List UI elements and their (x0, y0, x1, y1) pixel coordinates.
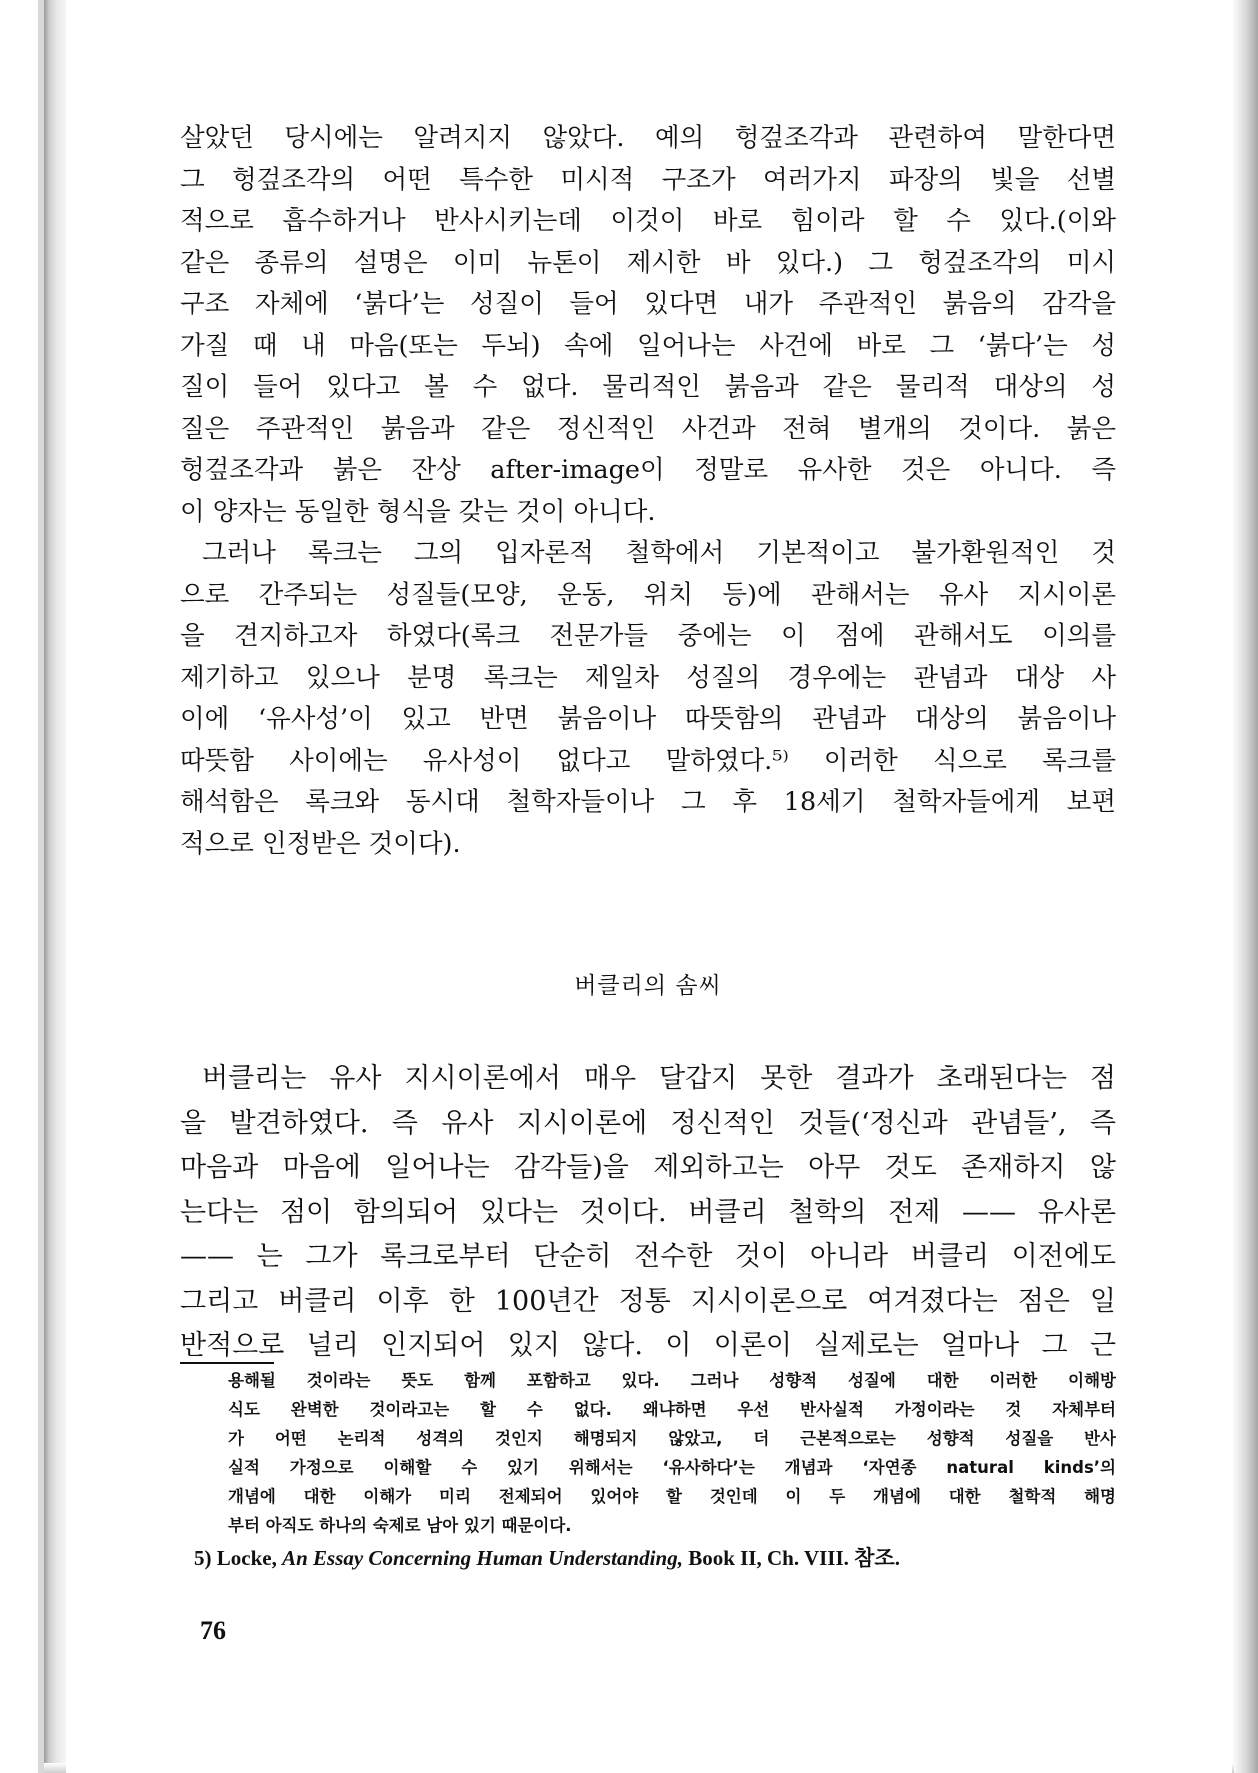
body-text-lower (180, 1057, 1116, 1369)
section-heading: 버클리의 솜씨 (574, 973, 722, 999)
footnote-line: 부터 아직도 하나의 숙제로 남아 있기 때문이다. (228, 1516, 572, 1535)
footnote-line: 가 어떤 논리적 성격의 것인지 해명되지 않았고, 더 근본적으로는 성향적 성질을 반사 (228, 1429, 1116, 1448)
footnote-line: 용해될 것이라는 뜻도 함께 포함하고 있다. 그러나 성향적 성질에 대한 이러한 이해방 (228, 1371, 1116, 1390)
text-line: 살았던 당시에는 알려지지 않았다. 예의 헝겊조각과 관련하여 말한다면 (180, 123, 1116, 153)
text-line: 마음과 마음에 일어나는 감각들)을 제외하고는 아무 것도 존재하지 않 (180, 1152, 1116, 1183)
text-line: 그리고 버클리 이후 한 100년간 정통 지시이론으로 여겨졌다는 점은 일 (180, 1285, 1116, 1317)
text-line: 는다는 점이 함의되어 있다는 것이다. 버클리 철학의 전제 —— 유사론 (180, 1196, 1116, 1228)
page-number: 76 (200, 1616, 226, 1645)
footnote-marker: 5) (194, 1546, 212, 1570)
text-line: 질이 들어 있다고 볼 수 없다. 물리적인 붉음과 같은 물리적 대상의 성 (180, 372, 1116, 402)
footnote-reference: Book II, Ch. VIII. 참조. (688, 1546, 900, 1570)
footnote-author: Locke, (216, 1546, 277, 1570)
text-line: 가질 때 내 마음(또는 두뇌) 속에 일어나는 사건에 바로 그 ‘붉다’는 성 (180, 330, 1116, 361)
footnote-line: 실적 가정으로 이해할 수 있기 위해서는 ‘유사하다’는 개념과 ‘자연종 natural kinds’의 (228, 1458, 1116, 1477)
text-line: 을 발견하였다. 즉 유사 지시이론에 정신적인 것들(‘정신과 관념들’, 즉 (180, 1107, 1116, 1139)
text-line: 그 헝겊조각의 어떤 특수한 미시적 구조가 여러가지 파장의 빛을 선별 (180, 164, 1116, 195)
text-line: 이 양자는 동일한 형식을 갖는 것이 아니다. (180, 496, 656, 527)
page-right-edge-shadow (1232, 0, 1258, 1773)
text-line: 그러나 록크는 그의 입자론적 철학에서 기본적이고 불가환원적인 것 (202, 538, 1116, 568)
text-line: 이에 ‘유사성’이 있고 반면 붉음이나 따뜻함의 관념과 대상의 붉음이나 (180, 704, 1116, 734)
footnote-separator-rule (180, 1362, 274, 1364)
text-line: 을 견지하고자 하였다(록크 전문가들 중에는 이 점에 관해서도 이의를 (180, 621, 1116, 651)
page-left-edge-shadow (44, 0, 66, 1773)
text-line: 버클리는 유사 지시이론에서 매우 달갑지 못한 결과가 초래된다는 점 (202, 1063, 1116, 1094)
text-line: 반적으로 널리 인지되어 있지 않다. 이 이론이 실제로는 얼마나 그 근 (180, 1330, 1116, 1361)
footnote-5 (194, 1542, 1116, 1572)
text-line: 같은 종류의 설명은 이미 뉴톤이 제시한 바 있다.) 그 헝겊조각의 미시 (180, 247, 1116, 278)
text-line: 구조 자체에 ‘붉다’는 성질이 들어 있다면 내가 주관적인 붉음의 감각을 (180, 289, 1116, 319)
text-line: —— 는 그가 록크로부터 단순히 전수한 것이 아니라 버클리 이전에도 (180, 1241, 1116, 1272)
footnote-book-title: An Essay Concerning Human Understanding, (282, 1546, 683, 1570)
text-line: 해석함은 록크와 동시대 철학자들이나 그 후 18세기 철학자들에게 보편 (180, 787, 1116, 817)
footnote-line: 식도 완벽한 것이라고는 할 수 없다. 왜냐하면 우선 반사실적 가정이라는 것 자체부터 (228, 1400, 1116, 1419)
text-line: 적으로 흡수하거나 반사시키는데 이것이 바로 힘이라 할 수 있다.(이와 (180, 206, 1116, 236)
text-line: 질은 주관적인 붉음과 같은 정신적인 사건과 전혀 별개의 것이다. 붉은 (180, 413, 1116, 444)
body-text-upper (180, 118, 1116, 865)
text-line: 으로 간주되는 성질들(모양, 운동, 위치 등)에 관해서는 유사 지시이론 (180, 579, 1116, 610)
text-line: 적으로 인정받은 것이다). (180, 828, 461, 859)
footnote-continuation (228, 1366, 1116, 1540)
footnote-line: 개념에 대한 이해가 미리 전제되어 있어야 할 것인데 이 두 개념에 대한 철학적 해명 (228, 1487, 1116, 1506)
text-line: 제기하고 있으나 분명 록크는 제일차 성질의 경우에는 관념과 대상 사 (180, 662, 1116, 693)
text-line: 헝겊조각과 붉은 잔상 after-image이 정말로 유사한 것은 아니다. 즉 (180, 455, 1116, 485)
text-line: 따뜻함 사이에는 유사성이 없다고 말하였다.⁵⁾ 이러한 식으로 록크를 (180, 745, 1116, 776)
